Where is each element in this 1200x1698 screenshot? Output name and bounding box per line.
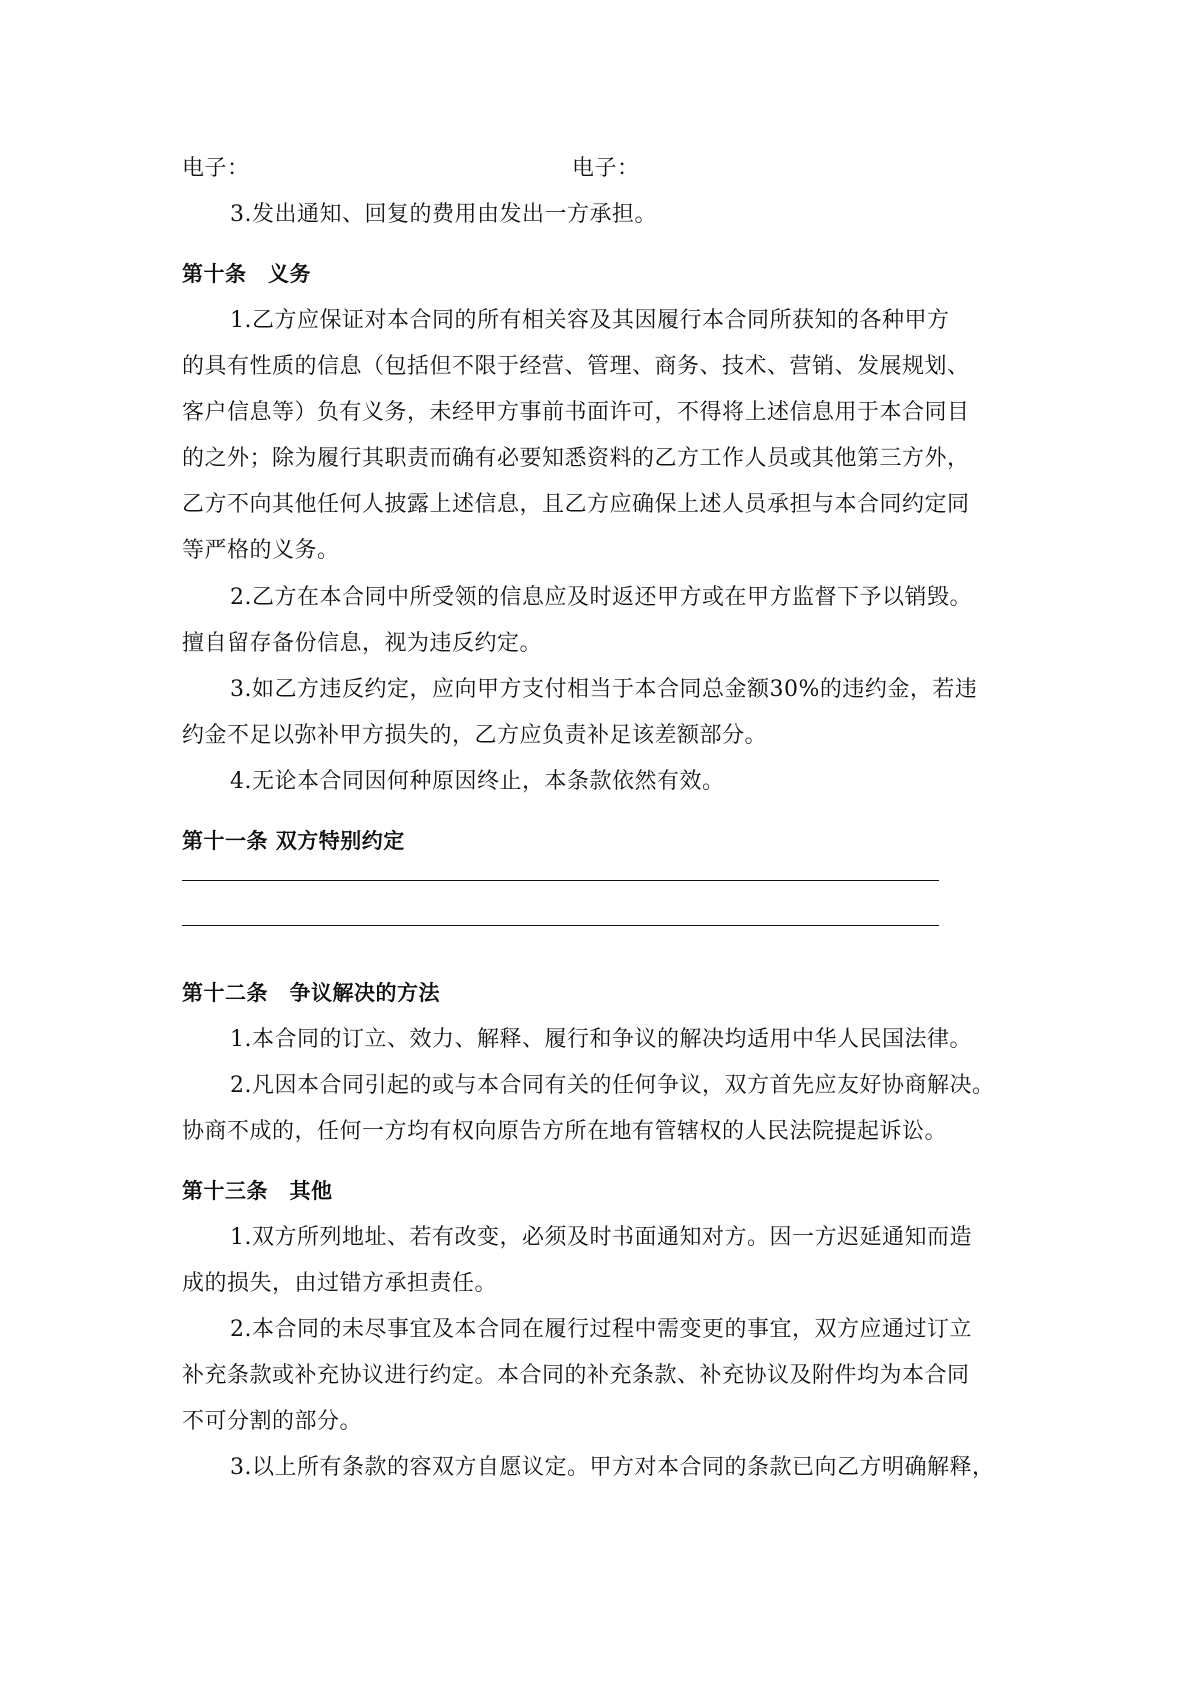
article-10-p1-line: 乙方不向其他任何人披露上述信息，且乙方应确保上述人员承担与本合同约定同: [182, 492, 970, 517]
contact-right-label: 电子：: [572, 156, 640, 181]
article-13-p1-line: 成的损失，由过错方承担责任。: [182, 1271, 498, 1296]
article-10-p2-line: 2.乙方在本合同中所受领的信息应及时返还甲方或在甲方监督下予以销毁。: [230, 585, 972, 610]
notice-item-3: 3.发出通知、回复的费用由发出一方承担。: [230, 202, 657, 227]
article-13-heading: 第十三条 其他: [182, 1179, 333, 1203]
article-13-p1-line: 1.双方所列地址、若有改变，必须及时书面通知对方。因一方迟延通知而造: [230, 1225, 972, 1250]
article-13-p2-line: 补充条款或补充协议进行约定。本合同的补充条款、补充协议及附件均为本合同: [182, 1363, 970, 1388]
article-10-p1-line: 客户信息等）负有义务，未经甲方事前书面许可，不得将上述信息用于本合同目: [182, 400, 970, 425]
article-13-p2-line: 不可分割的部分。: [182, 1409, 363, 1434]
article-13-p2-line: 2.本合同的未尽事宜及本合同在履行过程中需变更的事宜，双方应通过订立: [230, 1317, 972, 1342]
article-12-p1: 1.本合同的订立、效力、解释、履行和争议的解决均适用中华人民国法律。: [230, 1027, 972, 1052]
blank-fill-line: [182, 880, 939, 881]
blank-fill-line: [182, 925, 939, 926]
article-10-p1-line: 等严格的义务。: [182, 538, 340, 563]
article-10-p4: 4.无论本合同因何种原因终止，本条款依然有效。: [230, 769, 725, 794]
article-10-p1-line: 的具有性质的信息（包括但不限于经营、管理、商务、技术、营销、发展规划、: [182, 354, 970, 379]
article-10-p3-line: 约金不足以弥补甲方损失的，乙方应负责补足该差额部分。: [182, 723, 768, 748]
article-13-p3: 3.以上所有条款的容双方自愿议定。甲方对本合同的条款已向乙方明确解释，: [230, 1455, 995, 1480]
article-12-p2-line: 2.凡因本合同引起的或与本合同有关的任何争议，双方首先应友好协商解决。: [230, 1073, 995, 1098]
article-10-heading: 第十条 义务: [182, 262, 311, 286]
article-10-p1-line: 1.乙方应保证对本合同的所有相关容及其因履行本合同所获知的各种甲方: [230, 308, 950, 333]
article-10-p3-line: 3.如乙方违反约定，应向甲方支付相当于本合同总金额30%的违约金，若违: [230, 677, 978, 702]
article-12-heading: 第十二条 争议解决的方法: [182, 981, 440, 1005]
contact-left-label: 电子：: [182, 156, 250, 181]
article-10-p1-line: 的之外；除为履行其职责而确有必要知悉资料的乙方工作人员或其他第三方外，: [182, 446, 970, 471]
article-11-heading: 第十一条 双方特别约定: [182, 829, 405, 853]
article-10-p2-line: 擅自留存备份信息，视为违反约定。: [182, 631, 543, 656]
article-12-p2-line: 协商不成的，任何一方均有权向原告方所在地有管辖权的人民法院提起诉讼。: [182, 1119, 948, 1144]
